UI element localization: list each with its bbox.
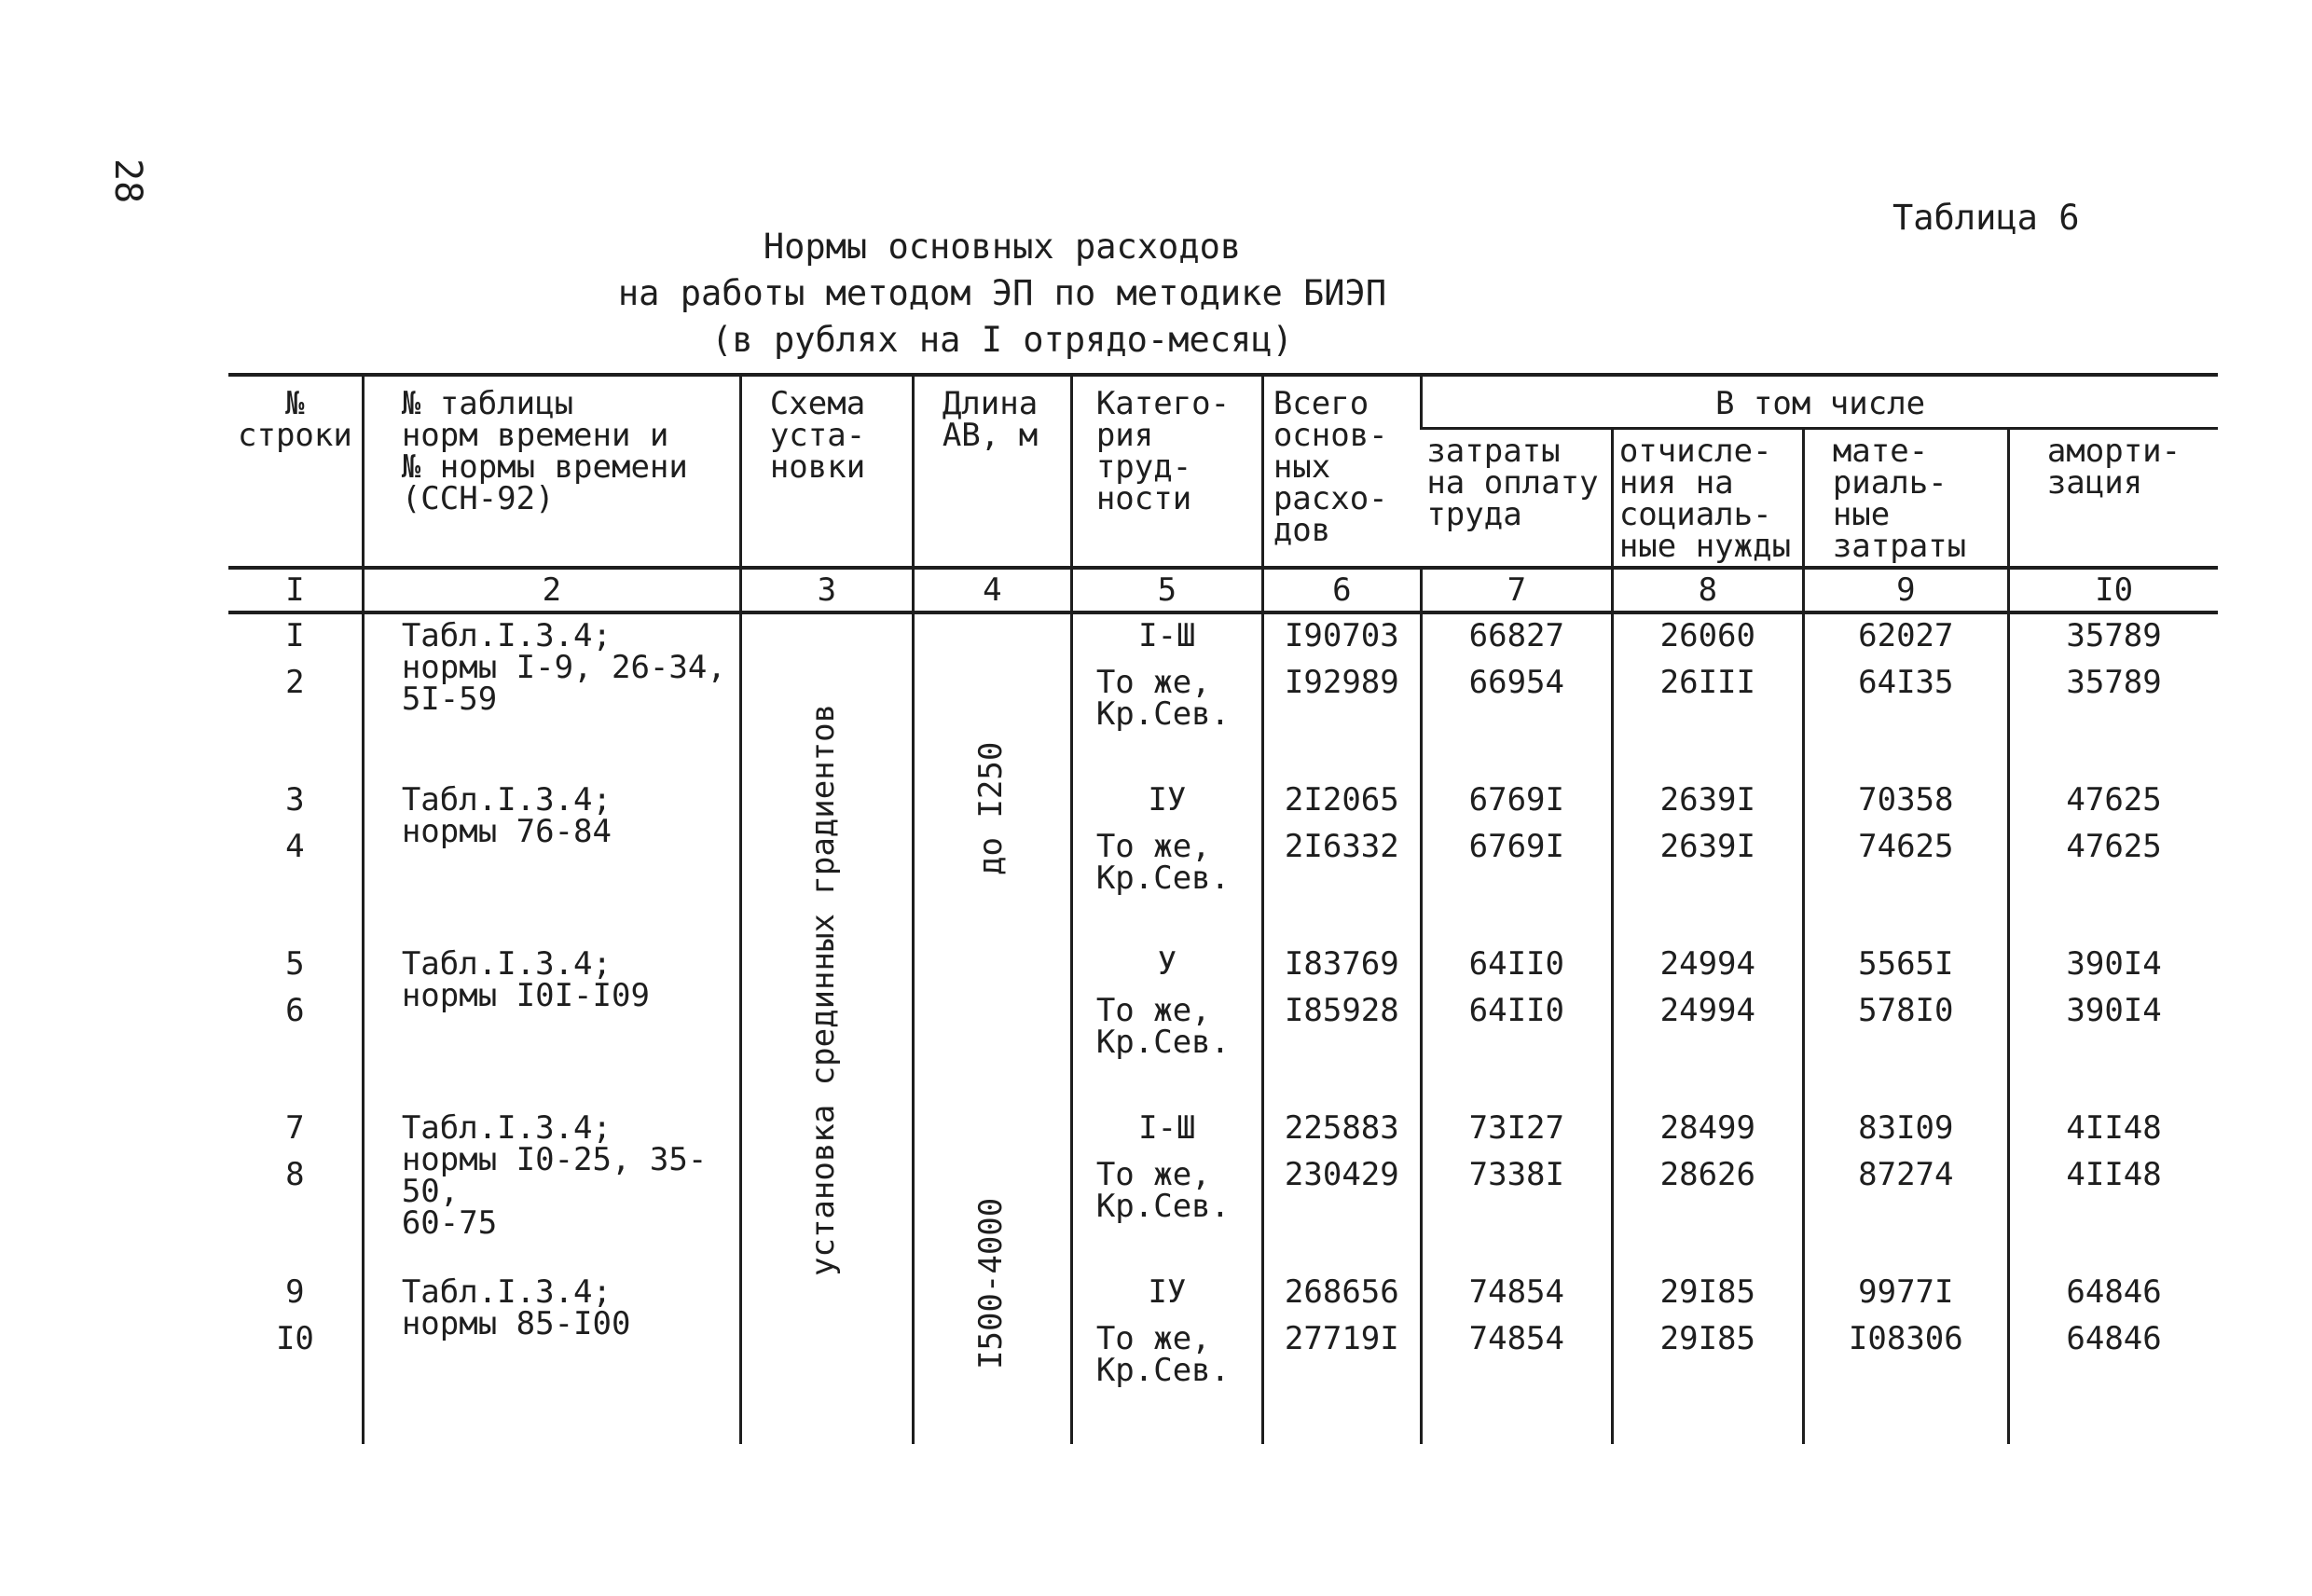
- cell-value: 24994: [1659, 992, 1755, 1029]
- expense-norms-table: [228, 373, 2218, 1444]
- cell-value: 64II0: [1468, 992, 1564, 1029]
- cell-value: 2639I: [1659, 781, 1755, 819]
- depreciation-cell: [2008, 1271, 2218, 1444]
- cell-value: 29I85: [1659, 1320, 1755, 1357]
- category-cell: [1071, 942, 1262, 1107]
- cell-value: 2639I: [1659, 828, 1755, 865]
- cell-value: 27719I: [1284, 1320, 1399, 1357]
- cell-value: 26060: [1659, 617, 1755, 654]
- cell-value: 9: [285, 1273, 305, 1311]
- cell-value: IУ: [1148, 781, 1187, 819]
- length-vertical-label: I500-4000: [971, 1197, 1010, 1369]
- header-materials: мате- риаль- ные затраты: [1803, 429, 2008, 569]
- social-cell: [1612, 612, 1803, 778]
- labor-cell: [1421, 942, 1612, 1107]
- row-number-cell: [228, 612, 363, 778]
- social-cell: [1612, 778, 1803, 942]
- cell-value: То же, Кр.Сев.: [1095, 1320, 1231, 1389]
- total-cell: [1262, 1271, 1421, 1444]
- cell-value: I-Ш: [1138, 617, 1196, 654]
- cell-value: 578I0: [1858, 992, 1954, 1029]
- cell-value: 5: [285, 945, 305, 983]
- cell-value: То же, Кр.Сев.: [1095, 664, 1231, 733]
- cell-value: 66954: [1468, 664, 1564, 701]
- cell-value: 28626: [1659, 1156, 1755, 1193]
- social-cell: [1612, 1107, 1803, 1271]
- cell-value: 66827: [1468, 617, 1564, 654]
- cell-value: 268656: [1284, 1273, 1399, 1311]
- row-number-cell: [228, 1107, 363, 1271]
- cell-value: 29I85: [1659, 1273, 1755, 1311]
- category-cell: [1071, 1271, 1262, 1444]
- table-row-group: [228, 1271, 2218, 1444]
- materials-cell: [1803, 1271, 2008, 1444]
- cell-value: 64I35: [1858, 664, 1954, 701]
- cell-value: То же, Кр.Сев.: [1095, 992, 1231, 1061]
- cell-value: 2I2065: [1284, 781, 1399, 819]
- cell-value: I-Ш: [1138, 1109, 1196, 1147]
- column-number: I0: [2008, 568, 2218, 612]
- title-line: Нормы основных расходов: [763, 227, 1242, 267]
- cell-value: I90703: [1284, 617, 1399, 654]
- norm-reference-cell: Табл.I.3.4; нормы I0-25, 35-50, 60-75: [363, 1107, 740, 1271]
- depreciation-cell: [2008, 942, 2218, 1107]
- materials-cell: [1803, 1107, 2008, 1271]
- title-line: на работы методом ЭП по методике БИЭП: [617, 273, 1387, 313]
- table-label: Таблица 6: [1892, 198, 2080, 238]
- column-number: 5: [1071, 568, 1262, 612]
- cell-value: 4: [285, 828, 305, 865]
- table-row-group: [228, 942, 2218, 1107]
- total-cell: [1262, 942, 1421, 1107]
- page-number: 28: [106, 158, 149, 204]
- column-number: 6: [1262, 568, 1421, 612]
- scheme-cell: [740, 612, 913, 1444]
- cell-value: 73I27: [1468, 1109, 1564, 1147]
- materials-cell: [1803, 612, 2008, 778]
- cell-value: 5565I: [1858, 945, 1954, 983]
- norm-reference-cell: Табл.I.3.4; нормы 85-I00: [363, 1271, 740, 1444]
- column-number: 9: [1803, 568, 2008, 612]
- category-cell: [1071, 612, 1262, 778]
- column-number-row: [228, 568, 2218, 612]
- cell-value: 35789: [2066, 617, 2162, 654]
- total-cell: [1262, 1107, 1421, 1271]
- norm-reference-cell: Табл.I.3.4; нормы I-9, 26-34, 5I-59: [363, 612, 740, 778]
- materials-cell: [1803, 778, 2008, 942]
- cell-value: 47625: [2066, 781, 2162, 819]
- column-number: 8: [1612, 568, 1803, 612]
- cell-value: 28499: [1659, 1109, 1755, 1147]
- cell-value: У: [1157, 945, 1177, 983]
- cell-value: 83I09: [1858, 1109, 1954, 1147]
- cell-value: 7338I: [1468, 1156, 1564, 1193]
- norm-reference-cell: Табл.I.3.4; нормы 76-84: [363, 778, 740, 942]
- header-total: Всего основ- ных расхо- дов: [1262, 375, 1421, 568]
- cell-value: 64846: [2066, 1273, 2162, 1311]
- cell-value: I83769: [1284, 945, 1399, 983]
- cell-value: 74625: [1858, 828, 1954, 865]
- cell-value: 225883: [1284, 1109, 1399, 1147]
- scheme-vertical-label: установка срединных градиентов: [804, 703, 842, 1276]
- header-category: Катего- рия труд- ности: [1071, 375, 1262, 568]
- labor-cell: [1421, 1107, 1612, 1271]
- cell-value: 4II48: [2066, 1109, 2162, 1147]
- length-vertical-label: до I250: [971, 741, 1010, 875]
- cell-value: 6769I: [1468, 781, 1564, 819]
- cell-value: 87274: [1858, 1156, 1954, 1193]
- row-number-cell: [228, 778, 363, 942]
- header-scheme: Схема уста- новки: [740, 375, 913, 568]
- table-row-group: [228, 1107, 2218, 1271]
- cell-value: 35789: [2066, 664, 2162, 701]
- depreciation-cell: [2008, 778, 2218, 942]
- cell-value: То же, Кр.Сев.: [1095, 828, 1231, 897]
- cell-value: 230429: [1284, 1156, 1399, 1193]
- cell-value: I85928: [1284, 992, 1399, 1029]
- length-cell: [913, 612, 1071, 1444]
- cell-value: 8: [285, 1156, 305, 1193]
- column-number: I: [228, 568, 363, 612]
- cell-value: 26III: [1659, 664, 1755, 701]
- header-depreciation: аморти- зация: [2008, 429, 2218, 569]
- norm-reference-cell: Табл.I.3.4; нормы I0I-I09: [363, 942, 740, 1107]
- cell-value: 24994: [1659, 945, 1755, 983]
- cell-value: 6: [285, 992, 305, 1029]
- cell-value: I0: [275, 1320, 314, 1357]
- header-social: отчисле- ния на социаль- ные нужды: [1612, 429, 1803, 569]
- column-number: 2: [363, 568, 740, 612]
- cell-value: 3: [285, 781, 305, 819]
- total-cell: [1262, 778, 1421, 942]
- cell-value: То же, Кр.Сев.: [1095, 1156, 1231, 1225]
- table-title: [0, 224, 2004, 364]
- depreciation-cell: [2008, 612, 2218, 778]
- cell-value: 70358: [1858, 781, 1954, 819]
- depreciation-cell: [2008, 1107, 2218, 1271]
- category-cell: [1071, 1107, 1262, 1271]
- social-cell: [1612, 942, 1803, 1107]
- column-number: 4: [913, 568, 1071, 612]
- cell-value: 390I4: [2066, 945, 2162, 983]
- cell-value: 4II48: [2066, 1156, 2162, 1193]
- labor-cell: [1421, 612, 1612, 778]
- category-cell: [1071, 778, 1262, 942]
- social-cell: [1612, 1271, 1803, 1444]
- cell-value: 2: [285, 664, 305, 701]
- cell-value: 74854: [1468, 1320, 1564, 1357]
- cell-value: 64II0: [1468, 945, 1564, 983]
- cell-value: 7: [285, 1109, 305, 1147]
- cell-value: IУ: [1148, 1273, 1187, 1311]
- header-labor: затраты на оплату труда: [1421, 429, 1612, 569]
- header-row: [228, 375, 2218, 429]
- cell-value: 6769I: [1468, 828, 1564, 865]
- total-cell: [1262, 612, 1421, 778]
- cell-value: 9977I: [1858, 1273, 1954, 1311]
- cell-value: 64846: [2066, 1320, 2162, 1357]
- cell-value: I92989: [1284, 664, 1399, 701]
- header-including: В том числе: [1421, 375, 2218, 429]
- header-length: Длина АВ, м: [913, 375, 1071, 568]
- row-number-cell: [228, 942, 363, 1107]
- cell-value: 390I4: [2066, 992, 2162, 1029]
- labor-cell: [1421, 1271, 1612, 1444]
- materials-cell: [1803, 942, 2008, 1107]
- column-number: 7: [1421, 568, 1612, 612]
- row-number-cell: [228, 1271, 363, 1444]
- labor-cell: [1421, 778, 1612, 942]
- cell-value: I: [285, 617, 305, 654]
- header-norm-table: № таблицы норм времени и № нормы времени (ССН-92): [363, 375, 740, 568]
- cell-value: 2I6332: [1284, 828, 1399, 865]
- column-number: 3: [740, 568, 913, 612]
- table-row-group: [228, 612, 2218, 778]
- table-row-group: [228, 778, 2218, 942]
- cell-value: 74854: [1468, 1273, 1564, 1311]
- cell-value: 62027: [1858, 617, 1954, 654]
- cell-value: I08306: [1848, 1320, 1963, 1357]
- title-line: (в рублях на I отрядо-месяц): [711, 320, 1293, 360]
- cell-value: 47625: [2066, 828, 2162, 865]
- header-row-no: № строки: [228, 375, 363, 568]
